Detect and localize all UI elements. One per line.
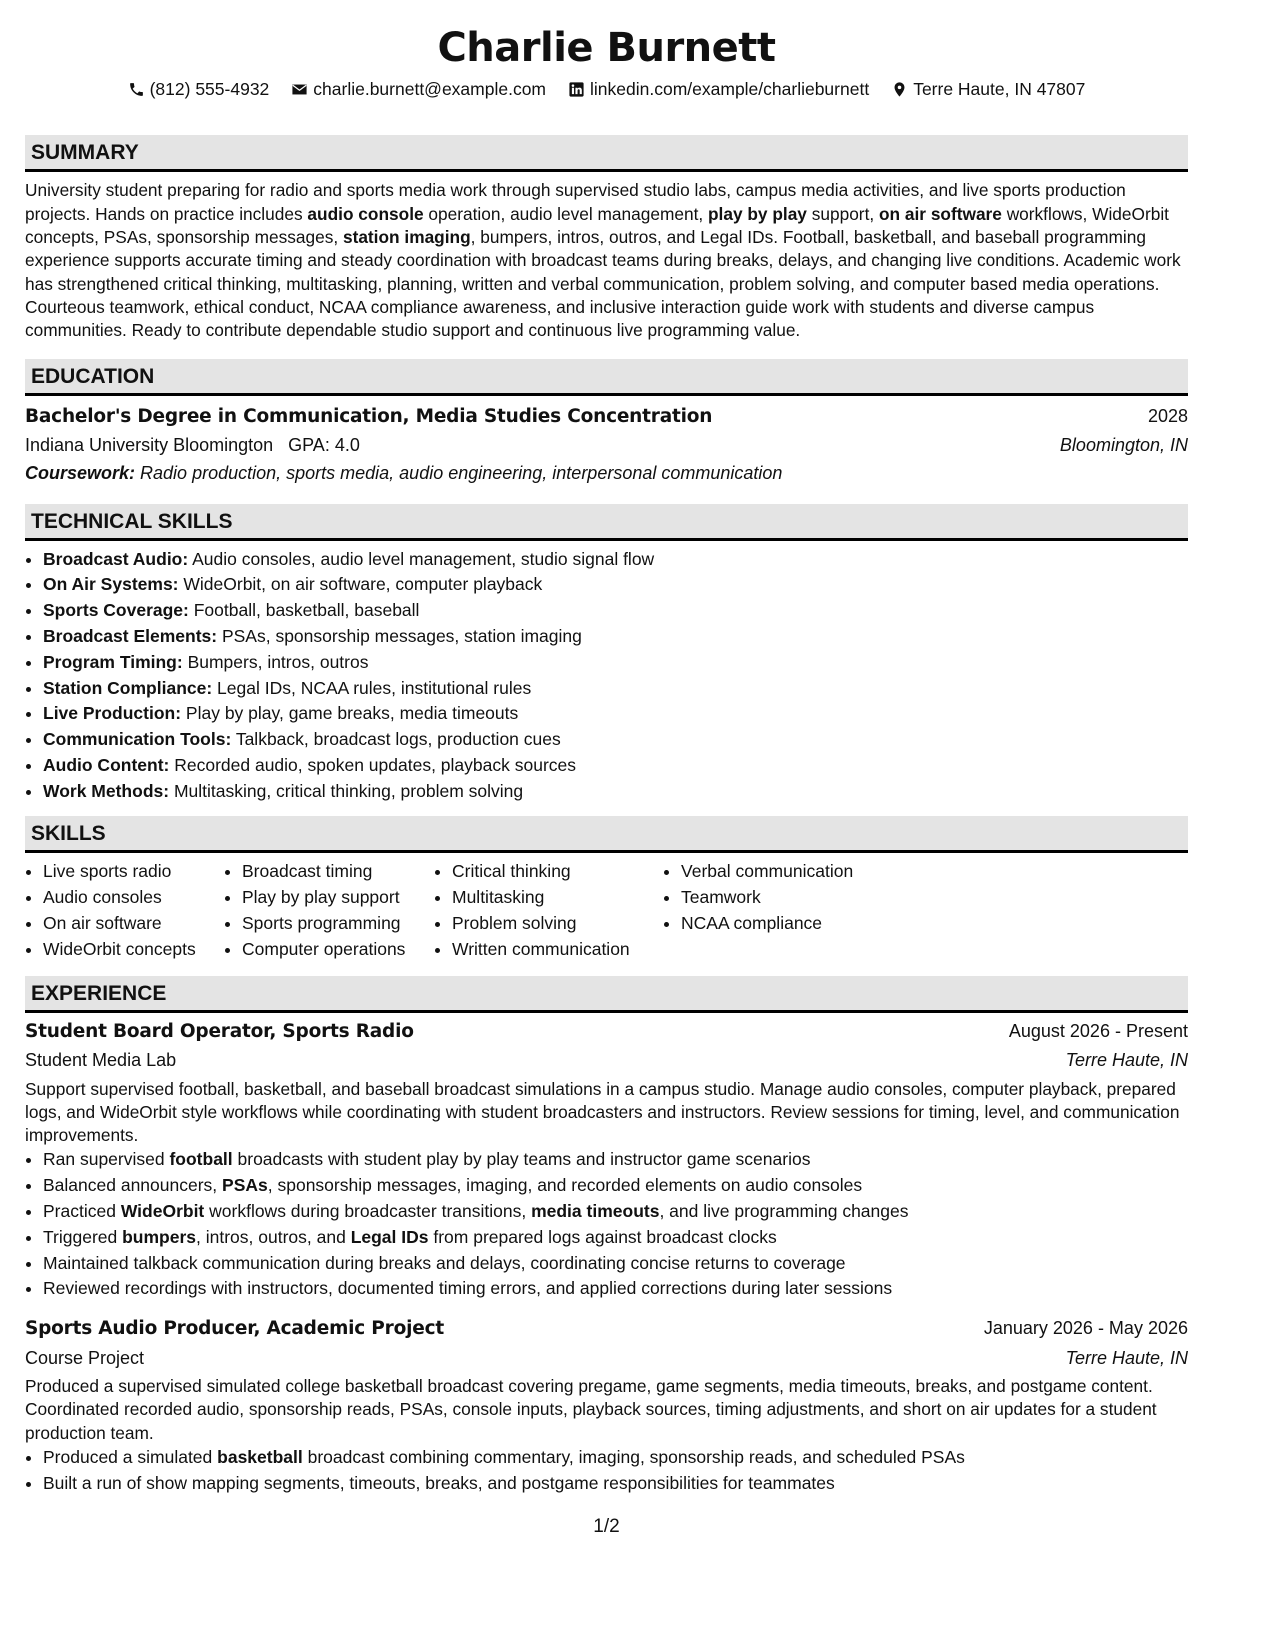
technical-skill-label: Audio Content: — [43, 754, 170, 775]
experience-entry — [25, 1316, 1188, 1496]
linkedin-icon — [568, 81, 585, 98]
experience-section — [25, 976, 1188, 1497]
degree-title: Bachelor's Degree in Communication, Media Studies Concentration — [25, 405, 713, 427]
technical-skill-text: WideOrbit, on air software, computer playback — [178, 574, 543, 595]
text-run: support, — [806, 203, 879, 224]
technical-skill-label: Program Timing: — [43, 651, 183, 672]
bold-text: PSAs — [222, 1175, 268, 1196]
skill-item: • Problem solving — [452, 911, 663, 937]
job-title: Student Board Operator, Sports Radio — [25, 1020, 414, 1042]
job-bullet — [43, 1251, 1188, 1277]
contact-phone-text: (812) 555-4932 — [149, 79, 270, 99]
technical-skill-text: Bumpers, intros, outros — [182, 651, 369, 672]
skills-column — [25, 859, 224, 962]
phone-icon — [128, 81, 145, 98]
technical-skill-text: Recorded audio, spoken updates, playback sources — [169, 754, 577, 775]
job-bullet — [43, 1225, 1188, 1251]
job-location: Terre Haute, IN — [1065, 1050, 1188, 1071]
technical-skills-section — [25, 504, 1188, 805]
job-description: Produced a supervised simulated college basketball broadcast covering pregame, game segments, media timeouts, breaks, and postgame content. Coordinated recorded audio, sponsorship reads, PSAs, console inputs, playback sources, timing adjustments, and short on air updates for a student production team. — [25, 1376, 1157, 1443]
job-location: Terre Haute, IN — [1065, 1348, 1188, 1369]
contact-linkedin-text: linkedin.com/example/charlieburnett — [590, 79, 870, 99]
skill-item: • Written communication — [452, 937, 663, 963]
technical-skills-list — [25, 547, 1188, 805]
technical-skill-text: Legal IDs, NCAA rules, institutional rules — [212, 677, 532, 698]
experience-entry — [25, 1019, 1188, 1303]
education-heading: EDUCATION — [25, 359, 1188, 396]
education-row — [25, 404, 1188, 430]
bold-text: bumpers — [122, 1226, 197, 1247]
skill-item: • Live sports radio — [43, 859, 224, 885]
experience-heading: EXPERIENCE — [25, 976, 1188, 1013]
text-run: , intros, outros, and — [196, 1226, 351, 1247]
technical-skill-item — [43, 779, 1188, 805]
technical-skill-label: Communication Tools: — [43, 729, 232, 750]
technical-skill-label: Station Compliance: — [43, 677, 213, 698]
skill-item: • Computer operations — [242, 937, 434, 963]
text-run: broadcast combining commentary, imaging, sponsorship reads, and scheduled PSAs — [302, 1447, 965, 1468]
technical-skill-label: Sports Coverage: — [43, 600, 189, 621]
bold-text: basketball — [217, 1447, 303, 1468]
technical-skill-text: Multitasking, critical thinking, problem solving — [169, 780, 524, 801]
technical-skill-label: On Air Systems: — [43, 574, 179, 595]
contact-location — [891, 78, 1085, 101]
school-name: Indiana University Bloomington GPA: 4.0 — [25, 435, 360, 456]
coursework-label: Coursework: — [25, 463, 136, 484]
text-run: , bumpers, intros, outros, and Legal IDs. Football, basketball, and baseball programming experience supports accurate timing and steady coordination with broadcast teams during breaks, delays, and changing live conditions. Academic work has strengthened critical thinking, multitasking, planning, written and verbal communication, problem solving, and computer based media operations. Courteous teamwork, ethical conduct, NCAA compliance awareness, and inclusive interaction guide work with students and diverse campus communities. Ready to contribute dependable studio support and continuous live programming value. — [25, 227, 1181, 341]
envelope-icon — [291, 81, 308, 98]
technical-skill-item — [43, 676, 1188, 702]
technical-skill-text: PSAs, sponsorship messages, station imaging — [217, 625, 582, 646]
technical-skill-label: Live Production: — [43, 703, 182, 724]
skill-item: • Play by play support — [242, 885, 434, 911]
skill-item: • Verbal communication — [681, 859, 893, 885]
text-run: Balanced announcers, — [43, 1175, 223, 1196]
text-run: Practiced — [43, 1201, 121, 1222]
text-run: workflows during broadcaster transitions, — [204, 1201, 532, 1222]
bold-text: WideOrbit — [120, 1201, 205, 1222]
school-location: Bloomington, IN — [1059, 435, 1188, 456]
coursework — [25, 461, 1188, 485]
bold-text: station imaging — [342, 227, 471, 248]
technical-skill-text: Audio consoles, audio level management, studio signal flow — [188, 548, 655, 569]
technical-skill-item — [43, 701, 1188, 727]
skill-item: • NCAA compliance — [681, 911, 893, 937]
skills-column — [224, 859, 434, 962]
skills-column — [663, 859, 893, 962]
bold-text: on air software — [878, 203, 1002, 224]
technical-skill-item — [43, 547, 1188, 573]
skill-item: • Broadcast timing — [242, 859, 434, 885]
job-org-row — [25, 1346, 1188, 1370]
technical-skill-item — [43, 598, 1188, 624]
education-school-row — [25, 433, 1188, 457]
skill-item: • Sports programming — [242, 911, 434, 937]
job-bullet — [43, 1147, 1188, 1173]
job-bullet — [43, 1471, 1188, 1497]
text-run: Produced a simulated — [43, 1447, 218, 1468]
text-run: Maintained talkback communication during breaks and delays, coordinating concise returns to coverage — [43, 1252, 846, 1273]
bold-text: football — [169, 1149, 233, 1170]
technical-skill-item — [43, 572, 1188, 598]
job-organization: Course Project — [25, 1348, 145, 1369]
job-bullet — [43, 1199, 1188, 1225]
summary-section — [25, 135, 1188, 342]
resume-page — [25, 0, 1188, 1537]
candidate-name: Charlie Burnett — [437, 25, 776, 71]
job-bullet-list — [25, 1147, 1188, 1302]
text-run: operation, audio level management, — [423, 203, 708, 224]
job-organization: Student Media Lab — [25, 1050, 177, 1071]
coursework-text: Radio production, sports media, audio engineering, interpersonal communication — [135, 463, 783, 484]
text-run: Triggered — [43, 1226, 123, 1247]
technical-skill-item — [43, 650, 1188, 676]
job-title-row — [25, 1316, 1188, 1342]
technical-skill-text: Talkback, broadcast logs, production cues — [231, 729, 561, 750]
text-run: from prepared logs against broadcast clocks — [428, 1226, 777, 1247]
education-section — [25, 359, 1188, 486]
technical-skill-text: Play by play, game breaks, media timeouts — [181, 703, 519, 724]
bold-text: audio console — [307, 203, 424, 224]
job-bullet-list — [25, 1445, 1188, 1497]
technical-skills-heading: TECHNICAL SKILLS — [25, 504, 1188, 541]
text-run: , and live programming changes — [659, 1201, 909, 1222]
technical-skill-label: Work Methods: — [43, 780, 170, 801]
skills-section — [25, 816, 1188, 962]
skills-columns — [25, 859, 1188, 962]
skill-item: • Audio consoles — [43, 885, 224, 911]
bold-text: media timeouts — [531, 1201, 660, 1222]
contact-phone[interactable] — [128, 78, 270, 101]
job-dates: January 2026 - May 2026 — [983, 1318, 1188, 1339]
skill-item: • On air software — [43, 911, 224, 937]
bold-text: play by play — [707, 203, 807, 224]
contact-linkedin[interactable] — [568, 78, 869, 101]
skill-item: • WideOrbit concepts — [43, 937, 224, 963]
job-bullet — [43, 1173, 1188, 1199]
text-run: , sponsorship messages, imaging, and recorded elements on audio consoles — [267, 1175, 863, 1196]
technical-skill-item — [43, 624, 1188, 650]
skills-column — [434, 859, 663, 962]
skills-heading: SKILLS — [25, 816, 1188, 853]
page-number: 1/2 — [593, 1516, 620, 1537]
bold-text: Legal IDs — [350, 1226, 429, 1247]
technical-skill-text: Football, basketball, baseball — [188, 600, 420, 621]
contact-email[interactable] — [291, 78, 546, 101]
experience-list — [25, 1019, 1188, 1497]
contact-bar — [25, 78, 1188, 101]
contact-location-text: Terre Haute, IN 47807 — [913, 79, 1086, 99]
map-pin-icon — [891, 81, 908, 98]
job-title: Sports Audio Producer, Academic Project — [25, 1318, 444, 1340]
text-run: Ran supervised — [43, 1149, 170, 1170]
text-run: Built a run of show mapping segments, timeouts, breaks, and postgame responsibilities for teammates — [43, 1472, 835, 1493]
technical-skill-label: Broadcast Audio: — [43, 548, 189, 569]
text-run: University student preparing for radio and sports media work through supervised studio labs, campus media activities, and live sports production projects. Hands on practice includes — [25, 180, 1126, 224]
contact-email-text: charlie.burnett@example.com — [313, 79, 547, 99]
job-description: Support supervised football, basketball, and baseball broadcast simulations in a campus studio. Manage audio consoles, computer playback, prepared logs, and WideOrbit style workflows while coordinating with student broadcasters and instructors. Review sessions for timing, level, and communication improvements. — [25, 1078, 1180, 1146]
summary-heading: SUMMARY — [25, 135, 1188, 172]
job-org-row — [25, 1048, 1188, 1072]
text-run: broadcasts with student play by play teams and instructor game scenarios — [232, 1149, 811, 1170]
technical-skill-item — [43, 727, 1188, 753]
skill-item: • Teamwork — [681, 885, 893, 911]
summary-text — [25, 179, 1188, 342]
graduation-year: 2028 — [1147, 405, 1188, 426]
text-run: workflows, WideOrbit concepts, PSAs, sponsorship messages, — [25, 203, 1169, 248]
technical-skill-item — [43, 753, 1188, 779]
job-dates: August 2026 - Present — [1008, 1020, 1188, 1041]
job-title-row — [25, 1019, 1188, 1045]
technical-skill-label: Broadcast Elements: — [43, 625, 218, 646]
job-bullet — [43, 1276, 1188, 1302]
text-run: Reviewed recordings with instructors, documented timing errors, and applied corrections during later sessions — [43, 1278, 893, 1299]
skill-item: • Critical thinking — [452, 859, 663, 885]
job-bullet — [43, 1445, 1188, 1471]
skill-item: • Multitasking — [452, 885, 663, 911]
